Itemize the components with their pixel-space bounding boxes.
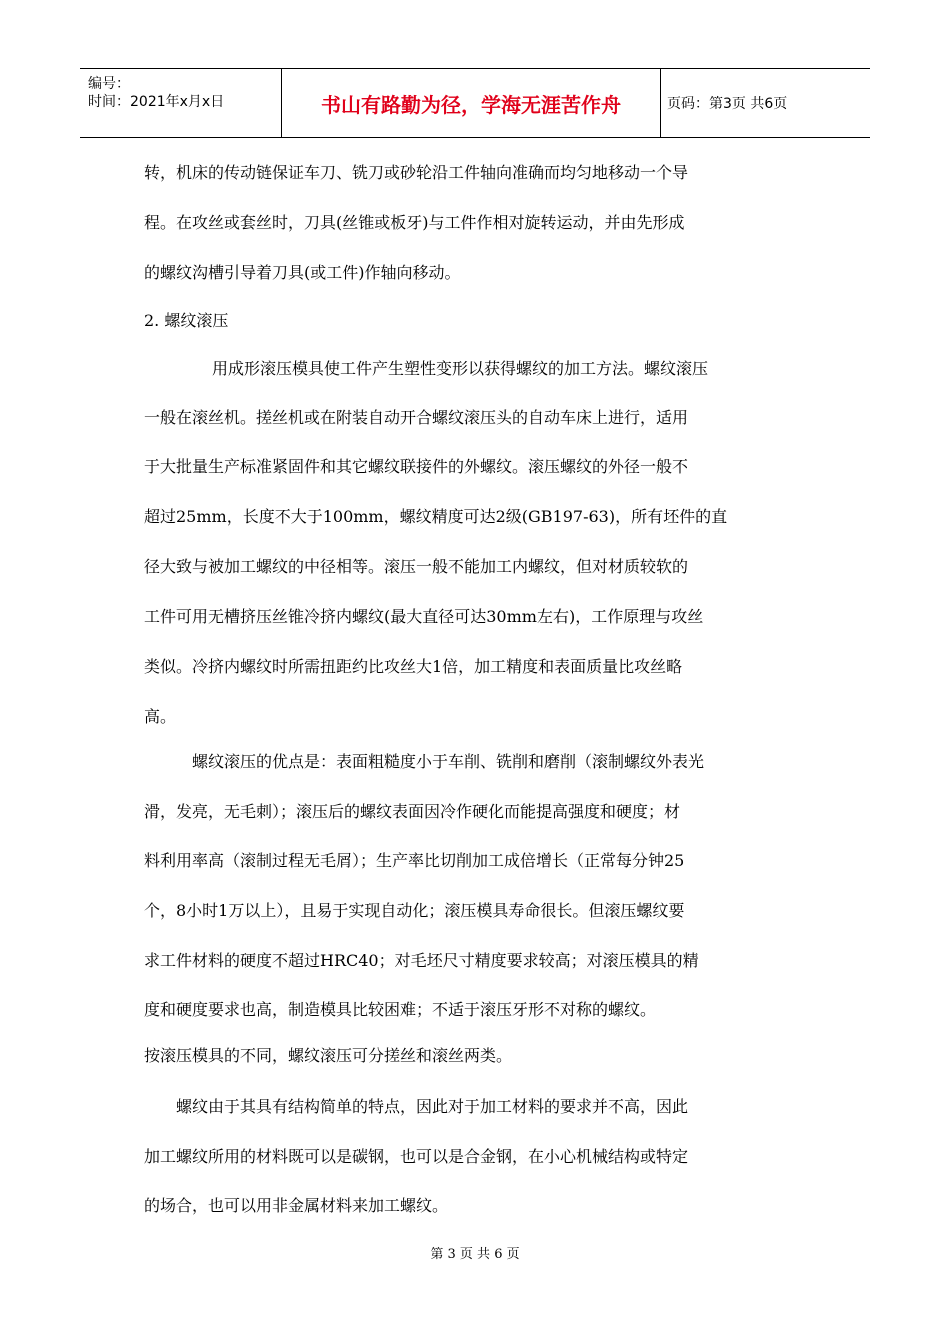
text-line: 度和硬度要求也高，制造模具比较困难；不适于滚压牙形不对称的螺纹。 — [144, 1000, 657, 1019]
text-line: 类似。冷挤内螺纹时所需扭距约比攻丝大1倍，加工精度和表面质量比攻丝略 — [144, 657, 683, 676]
text-line: 加工螺纹所用的材料既可以是碳钢，也可以是合金钢，在小心机械结构或特定 — [144, 1147, 689, 1166]
text-line: 于大批量生产标准紧固件和其它螺纹联接件的外螺纹。滚压螺纹的外径一般不 — [144, 457, 689, 476]
header-page-info: 页码：第3页 共6页 — [667, 96, 788, 112]
page-header — [80, 68, 870, 138]
section-heading: 2. 螺纹滚压 — [144, 311, 229, 330]
text-line: 高。 — [144, 707, 177, 726]
text-line: 的螺纹沟槽引导着刀具(或工件)作轴向移动。 — [144, 263, 461, 282]
text-line: 滑，发亮，无毛刺）；滚压后的螺纹表面因冷作硬化而能提高强度和硬度；材 — [144, 802, 681, 821]
text-line: 按滚压模具的不同，螺纹滚压可分搓丝和滚丝两类。 — [144, 1046, 513, 1065]
text-line: 料利用率高（滚制过程无毛屑）；生产率比切削加工成倍增长（正常每分钟25 — [144, 851, 685, 870]
text-line: 超过25mm，长度不大于100mm，螺纹精度可达2级(GB197-63)，所有坯件的直 — [144, 507, 728, 526]
text-line: 径大致与被加工螺纹的中径相等。滚压一般不能加工内螺纹，但对材质较软的 — [144, 557, 689, 576]
text-line: 个，8小时1万以上），且易于实现自动化；滚压模具寿命很长。但滚压螺纹要 — [144, 901, 685, 920]
page-footer: 第 3 页 共 6 页 — [430, 1247, 520, 1262]
text-line: 螺纹滚压的优点是：表面粗糙度小于车削、铣削和磨削（滚制螺纹外表光 — [192, 752, 705, 771]
text-line: 工件可用无槽挤压丝锥冷挤内螺纹(最大直径可达30mm左右)，工作原理与攻丝 — [144, 607, 704, 626]
text-line: 一般在滚丝机。搓丝机或在附装自动开合螺纹滚压头的自动车床上进行，适用 — [144, 408, 689, 427]
text-line: 转，机床的传动链保证车刀、铣刀或砂轮沿工件轴向准确而均匀地移动一个导 — [144, 163, 689, 182]
text-line: 求工件材料的硬度不超过HRC40；对毛坯尺寸精度要求较高；对滚压模具的精 — [144, 951, 699, 970]
header-motto: 书山有路勤为径，学海无涯苦作舟 — [282, 69, 661, 137]
number-label: 编号： — [88, 76, 130, 92]
header-meta — [80, 69, 282, 137]
text-line: 用成形滚压模具使工件产生塑性变形以获得螺纹的加工方法。螺纹滚压 — [212, 359, 709, 378]
time-label: 时间：2021年x月x日 — [88, 94, 225, 110]
text-line: 程。在攻丝或套丝时，刀具(丝锥或板牙)与工件作相对旋转运动，并由先形成 — [144, 213, 685, 232]
text-line: 的场合，也可以用非金属材料来加工螺纹。 — [144, 1196, 449, 1215]
text-line: 螺纹由于其具有结构简单的特点，因此对于加工材料的要求并不高，因此 — [176, 1097, 689, 1116]
